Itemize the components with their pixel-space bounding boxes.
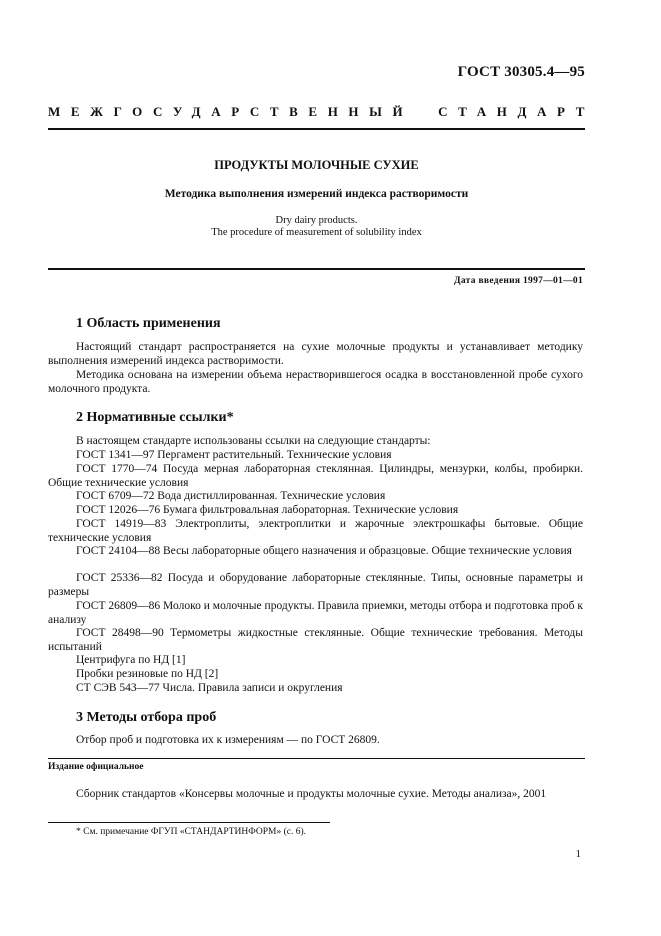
english-title-line2: The procedure of measurement of solubility index (211, 227, 422, 238)
section1-para2: Методика основана на измерении объема нерастворившегося осадка в восстановленной пробе сухого молочного продукта. (48, 369, 583, 395)
reference-item: ГОСТ 6709—72 Вода дистиллированная. Технические условия (76, 490, 386, 502)
interstate-word: МЕЖГОСУДАРСТВЕННЫЙ (48, 104, 414, 119)
section2-heading: 2 Нормативные ссылки* (76, 410, 234, 425)
reference-item: ГОСТ 26809—86 Молоко и молочные продукты. Правила приемки, методы отбора и подготовка проб к анализу (48, 600, 583, 626)
reference-item: ГОСТ 28498—90 Термометры жидкостные стеклянные. Общие технические требования. Методы испытаний (48, 627, 583, 653)
reference-item: ГОСТ 14919—83 Электроплиты, электроплитки и жарочные электрошкафы бытовые. Общие технические условия (48, 518, 583, 544)
standard-word: СТАНДАРТ (438, 104, 595, 119)
page-number: 1 (575, 848, 581, 860)
middle-rule (48, 268, 585, 270)
section1-para1: Настоящий стандарт распространяется на сухие молочные продукты и устанавливает методику выполнения измерений индекса растворимости. (48, 341, 583, 367)
section1-heading: 1 Область применения (76, 316, 221, 331)
footnote: * См. примечание ФГУП «СТАНДАРТИНФОРМ» (с. 6). (76, 827, 307, 837)
reference-item: ГОСТ 25336—82 Посуда и оборудование лабораторные стеклянные. Типы, основные параметры и размеры (48, 572, 583, 598)
footnote-rule (48, 822, 330, 823)
section3-heading: 3 Методы отбора проб (76, 710, 217, 725)
reference-item: Центрифуга по НД [1] (76, 654, 186, 666)
reference-item: Пробки резиновые по НД [2] (76, 668, 219, 680)
section2-intro: В настоящем стандарте использованы ссылки на следующие стандарты: (76, 435, 431, 447)
reference-item: ГОСТ 1770—74 Посуда мерная лабораторная стеклянная. Цилиндры, мензурки, колбы, пробирки. Общие технические условия (48, 463, 583, 489)
edition-label: Издание официальное (48, 762, 144, 772)
english-title-line1: Dry dairy products. (275, 215, 358, 226)
reference-item: СТ СЭВ 543—77 Числа. Правила записи и округления (76, 682, 343, 694)
introduction-date: Дата введения 1997—01—01 (454, 276, 583, 286)
reference-item: ГОСТ 24104—88 Весы лабораторные общего назначения и образцовые. Общие технические условия (76, 545, 572, 557)
document-subtitle: Методика выполнения измерений индекса растворимости (164, 188, 469, 200)
collection-note: Сборник стандартов «Консервы молочные и продукты молочные сухие. Методы анализа», 2001 (76, 788, 547, 800)
top-rule (48, 128, 585, 130)
section3-para1: Отбор проб и подготовка их к измерениям — по ГОСТ 26809. (76, 734, 380, 746)
document-title: ПРОДУКТЫ МОЛОЧНЫЕ СУХИЕ (214, 158, 419, 172)
gost-number: ГОСТ 30305.4—95 (457, 64, 585, 80)
lower-rule (48, 758, 585, 759)
reference-item: ГОСТ 12026—76 Бумага фильтровальная лабораторная. Технические условия (76, 504, 459, 516)
interstate-standard-label (48, 104, 595, 120)
reference-item: ГОСТ 1341—97 Пергамент растительный. Технические условия (76, 449, 392, 461)
